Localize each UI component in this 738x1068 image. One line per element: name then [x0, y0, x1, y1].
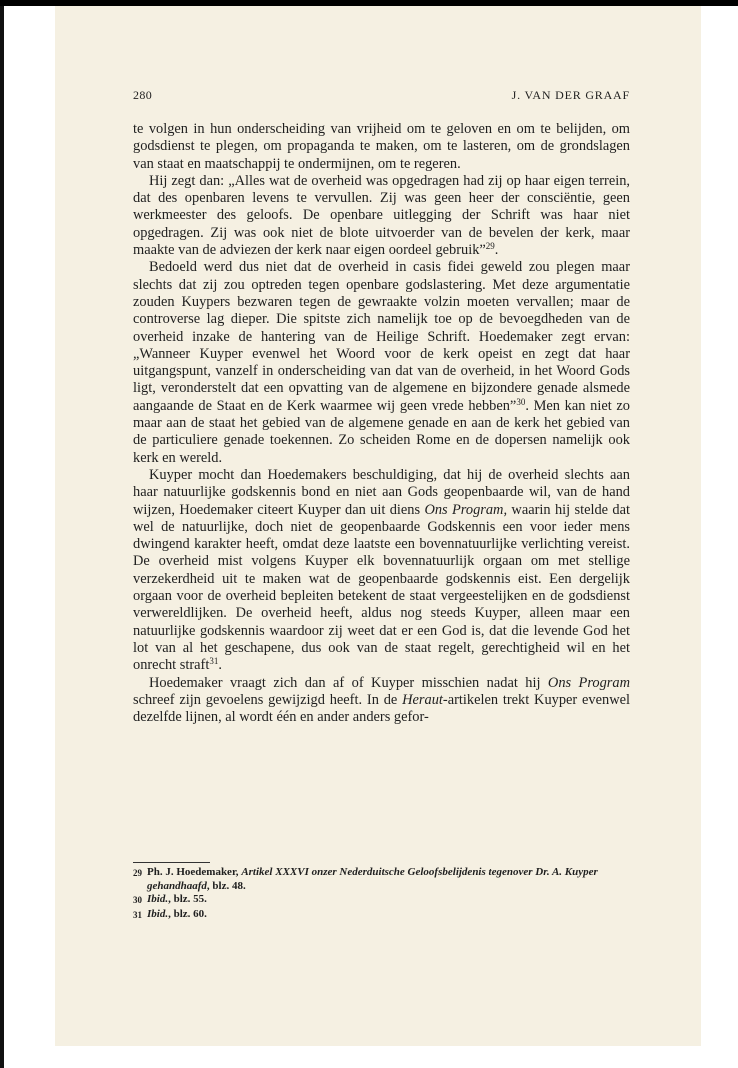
footnote-divider [133, 862, 210, 863]
footnote-number: 30 [133, 895, 142, 905]
body-text [133, 121, 630, 726]
book-title: Ons Program, [424, 501, 508, 518]
paragraph-5: Hoedemaker vraagt zich dan af of Kuyper misschien nadat hij Ons Program schreef zijn gevoelens gewijzigd heeft. In de Heraut-artikelen trekt Kuyper evenwel dezelfde lijnen, al wordt één en ander anders gefor- [133, 674, 630, 726]
footnotes [133, 866, 630, 922]
paragraph-3: Bedoeld werd dus niet dat de overheid in casis fidei geweld zou plegen maar slechts dat zij zou optreden tegen openbare godslastering. Met deze argumentatie zouden Kuypers bezwaren tegen de gewraakte volzin moeten vervallen; maar de controverse lag dieper. Die spitste zich namelijk toe op de bevoegdheden van de overheid inzake de hantering van de Heilige Schrift. Hoedemaker zegt ervan: „Wanneer Kuyper evenwel het Woord voor de kerk opeist en zegt dat haar uitgangspunt, vanzelf in onderscheiding van dat van de overheid, in het Woord Gods ligt, veronderstelt dat een opvatting van de algemene en bijzondere genade alsmede aangaande de Staat en de Kerk waarmee wij geen vrede hebben”$^{30}$. Men kan niet zo maar aan de staat het gebied van de algemene genade en aan de kerk het gebied van de particuliere genade toekennen. Zo scheiden Rome en de dopersen namelijk ook kerk en wereld. [133, 259, 630, 466]
footnote-number: 31 [133, 909, 142, 920]
footnote-ref-30[interactable]: 30 [516, 396, 526, 407]
book-title: Ons Program [547, 674, 630, 691]
footnote: 30 Ibid., blz. 55. [133, 893, 630, 908]
paragraph-1: te volgen in hun onderscheiding van vrijheid om te geloven en om te belijden, om godsdienst te plegen, om propaganda te maken, om te lasteren, om de grondslagen van staat en maatschappij te ondermijnen, om te regeren. [133, 121, 630, 172]
footnote: 31 Ibid., blz. 60. [133, 908, 630, 923]
paragraph-4: Kuyper mocht dan Hoedemakers beschuldiging, dat hij de overheid slechts aan haar natuurlijke godskennis bond en niet aan Gods geopenbaarde wil, van de hand wijzen, Hoedemaker citeert Kuyper dan uit diens Ons Program, waarin hij stelde dat wel de natuurlijke, doch niet de geopenbaarde Godskennis een voor ieder mens dwingend karakter heeft, omdat deze laatste een bovennatuurlijke verlichting vereist. De overheid mist volgens Kuyper elk bovennatuurlijk orgaan om met stellige verzekerdheid uit te maken wat de geopenbaarde godskennis eist. Een dergelijk orgaan voor de overheid bepleiten betekent de staat vergeestelijken en de godsdienst verwereldlijken. De overheid heeft, aldus nog steeds Kuyper, alleen maar een natuurlijke godskennis waardoor zij weet dat er een God is, dat die levende God het lot van al het geschapene, dus ook van de staat regelt, gerechtigheid wil en het onrecht straft$^{31}$. [133, 466, 631, 674]
footnote: 29 Ph. J. Hoedemaker, Artikel XXXVI onzer Nederduitsche Geloofsbelijdenis tegenover Dr. A. Kuyper gehandhaafd, blz. 48. [133, 866, 598, 892]
paragraph-2: Hij zegt dan: „Alles wat de overheid was opgedragen had zij op haar eigen terrein, dat des openbaren levens te vervullen. Zij was geen heer der consciëntie, geen werkmeester des geloofs. De openbare uitlegging der Schrift was haar niet opgedragen. Zij was ook niet de blote uitvoerder van de bevelen der kerk, maar maakte van de adviezen der kerk naar eigen oordeel gebruik”$^{29}$. [133, 172, 630, 259]
footnote-number: 29 [133, 868, 142, 878]
running-head: J. VAN DER GRAAF [511, 88, 630, 102]
scan-left-border [0, 6, 4, 1068]
footnote-ref-31[interactable]: 31 [209, 656, 219, 667]
page-number: 280 [133, 88, 153, 102]
periodical-title: Heraut [402, 691, 443, 708]
footnote-ref-29[interactable]: 29 [485, 241, 495, 252]
